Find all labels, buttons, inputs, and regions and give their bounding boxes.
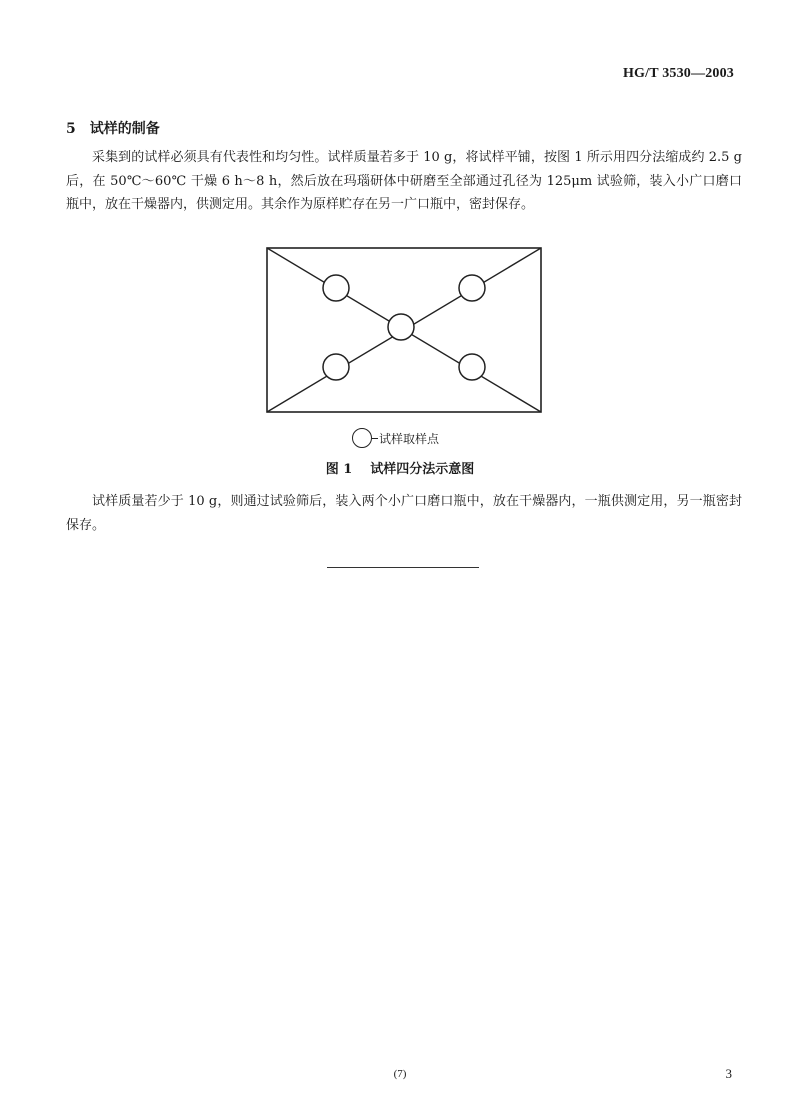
section-heading (66, 118, 160, 138)
figure-title: 试样四分法示意图 (370, 462, 475, 477)
sampling-point (459, 354, 485, 380)
sampling-point (459, 275, 485, 301)
legend-label: 试样取样点 (379, 431, 440, 446)
end-divider (327, 567, 479, 568)
sampling-point (323, 354, 349, 380)
standard-code: HG/T 3530—2003 (622, 66, 734, 81)
quartering-diagram (266, 247, 542, 413)
paragraph-small-sample: 试样质量若少于 10 g，则通过试验筛后，装入两个小广口磨口瓶中，放在干燥器内，一瓶供测定用，另一瓶密封保存。 (66, 494, 742, 533)
paragraph-sample-preparation: 采集到的试样必须具有代表性和均匀性。试样质量若多于 10 g，将试样平铺，按图 1 所示用四分法缩成约 2.5 g 后，在 50℃～60℃ 干燥 6 h～8 h，然后放在玛瑙研体中研磨至全部通过孔径为 125μm 试验筛，装入小广口磨口瓶中，放在干燥器内，供测定用。其余作为原样贮存在另一广口瓶中，密封保存。 (66, 150, 742, 212)
center-page-label: (7) (393, 1068, 407, 1080)
figure-legend (352, 427, 439, 449)
legend-leader-line (372, 438, 378, 439)
section-title: 试样的制备 (89, 121, 160, 137)
sampling-point-symbol (352, 428, 372, 448)
sampling-point (388, 314, 414, 340)
section-number: 5 (66, 121, 76, 137)
figure-caption (0, 458, 800, 477)
page-number: 3 (725, 1066, 732, 1081)
figure-number: 图 1 (325, 462, 353, 477)
sampling-point (323, 275, 349, 301)
